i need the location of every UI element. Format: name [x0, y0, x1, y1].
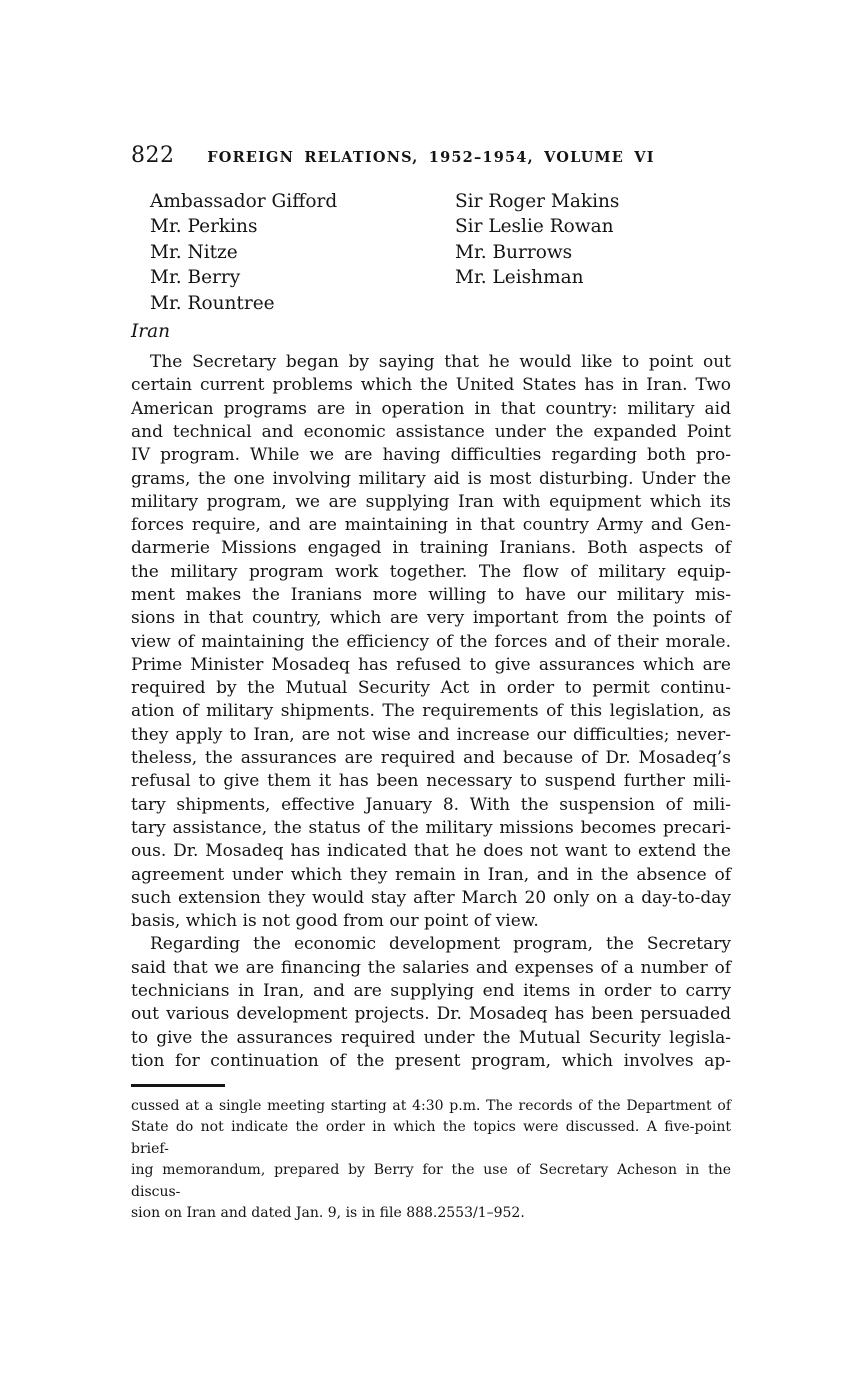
participant-name: Ambassador Gifford [150, 191, 338, 212]
text-line: Regarding the economic development program, the Secretary [150, 934, 731, 955]
text-line: ation of military shipments. The requirements of this legislation, as [131, 701, 731, 722]
text-line: cussed at a single meeting starting at 4:30 p.m. The records of the Department of [131, 1097, 731, 1114]
text-line: the military program work together. The flow of military equip- [131, 561, 731, 582]
footnote-separator [131, 1084, 225, 1087]
footnote [131, 1096, 731, 1225]
participants-right-column [455, 189, 619, 291]
text-line: forces require, and are maintaining in that country Army and Gen- [131, 515, 731, 536]
text-line: IV program. While we are having difficulties regarding both pro- [131, 445, 731, 466]
text-line: such extension they would stay after March 20 only on a day-to-day [131, 887, 731, 908]
participant-name: Mr. Berry [150, 267, 241, 289]
participant-name: Mr. Leishman [455, 267, 584, 289]
text-line: view of maintaining the efficiency of the forces and of their morale. [131, 631, 731, 652]
text-line: sion on Iran and dated Jan. 9, is in file 888.2553/1–952. [131, 1205, 525, 1222]
text-line: State do not indicate the order in which the topics were discussed. A five-point brief- [131, 1119, 731, 1157]
participant-name: Sir Roger Makins [455, 191, 620, 212]
paragraph [131, 933, 731, 1073]
text-line: military program, we are supplying Iran with equipment which its [131, 491, 731, 512]
text-line: tary assistance, the status of the military missions becomes precari- [131, 817, 731, 838]
participant-name: Mr. Rountree [150, 292, 275, 314]
participant-name: Sir Leslie Rowan [455, 216, 614, 238]
text-line: sions in that country, which are very important from the points of [131, 608, 731, 629]
text-line: Prime Minister Mosadeq has refused to give assurances which are [131, 654, 731, 675]
document-body [131, 351, 731, 1073]
participant-name: Mr. Perkins [150, 216, 258, 238]
page-header [131, 143, 731, 172]
participants-list [150, 189, 731, 316]
text-line: they apply to Iran, are not wise and increase our difficulties; never- [131, 724, 731, 745]
participant-name: Mr. Burrows [455, 241, 573, 263]
participant-name: Mr. Nitze [150, 241, 238, 263]
text-line: to give the assurances required under the Mutual Security legisla- [131, 1027, 731, 1048]
text-line: ous. Dr. Mosadeq has indicated that he does not want to extend the [131, 841, 731, 862]
text-line: darmerie Missions engaged in training Iranians. Both aspects of [131, 538, 731, 559]
text-line: technicians in Iran, and are supplying end items in order to carry [131, 981, 731, 1002]
text-line: agreement under which they remain in Iran, and in the absence of [131, 864, 731, 885]
text-line: ing memorandum, prepared by Berry for the use of Secretary Acheson in the discus- [131, 1162, 731, 1200]
text-line: The Secretary began by saying that he would like to point out [150, 352, 731, 373]
text-line: American programs are in operation in that country: military aid [131, 398, 731, 419]
text-line: and technical and economic assistance under the expanded Point [131, 421, 731, 442]
text-line: grams, the one involving military aid is most disturbing. Under the [131, 468, 731, 489]
text-line: out various development projects. Dr. Mosadeq has been persuaded [131, 1004, 731, 1025]
text-line: tion for continuation of the present program, which involves ap- [131, 1050, 731, 1071]
participants-left-column [150, 189, 731, 316]
page-number: 822 [131, 143, 175, 168]
text-line: certain current problems which the United States has in Iran. Two [131, 375, 731, 396]
text-line: required by the Mutual Security Act in order to permit continu- [131, 678, 731, 699]
page-content [131, 143, 731, 1225]
text-line: said that we are financing the salaries and expenses of a number of [131, 957, 731, 978]
text-line: ment makes the Iranians more willing to have our military mis- [131, 585, 731, 605]
section-heading: Iran [131, 321, 171, 343]
text-line: basis, which is not good from our point of view. [131, 911, 539, 932]
running-head: FOREIGN RELATIONS, 1952–1954, VOLUME VI [207, 149, 655, 166]
paragraph [131, 351, 731, 933]
text-line: tary shipments, effective January 8. With the suspension of mili- [131, 794, 731, 815]
text-line: theless, the assurances are required and because of Dr. Mosadeq’s [131, 748, 731, 769]
text-line: refusal to give them it has been necessary to suspend further mili- [131, 771, 731, 792]
